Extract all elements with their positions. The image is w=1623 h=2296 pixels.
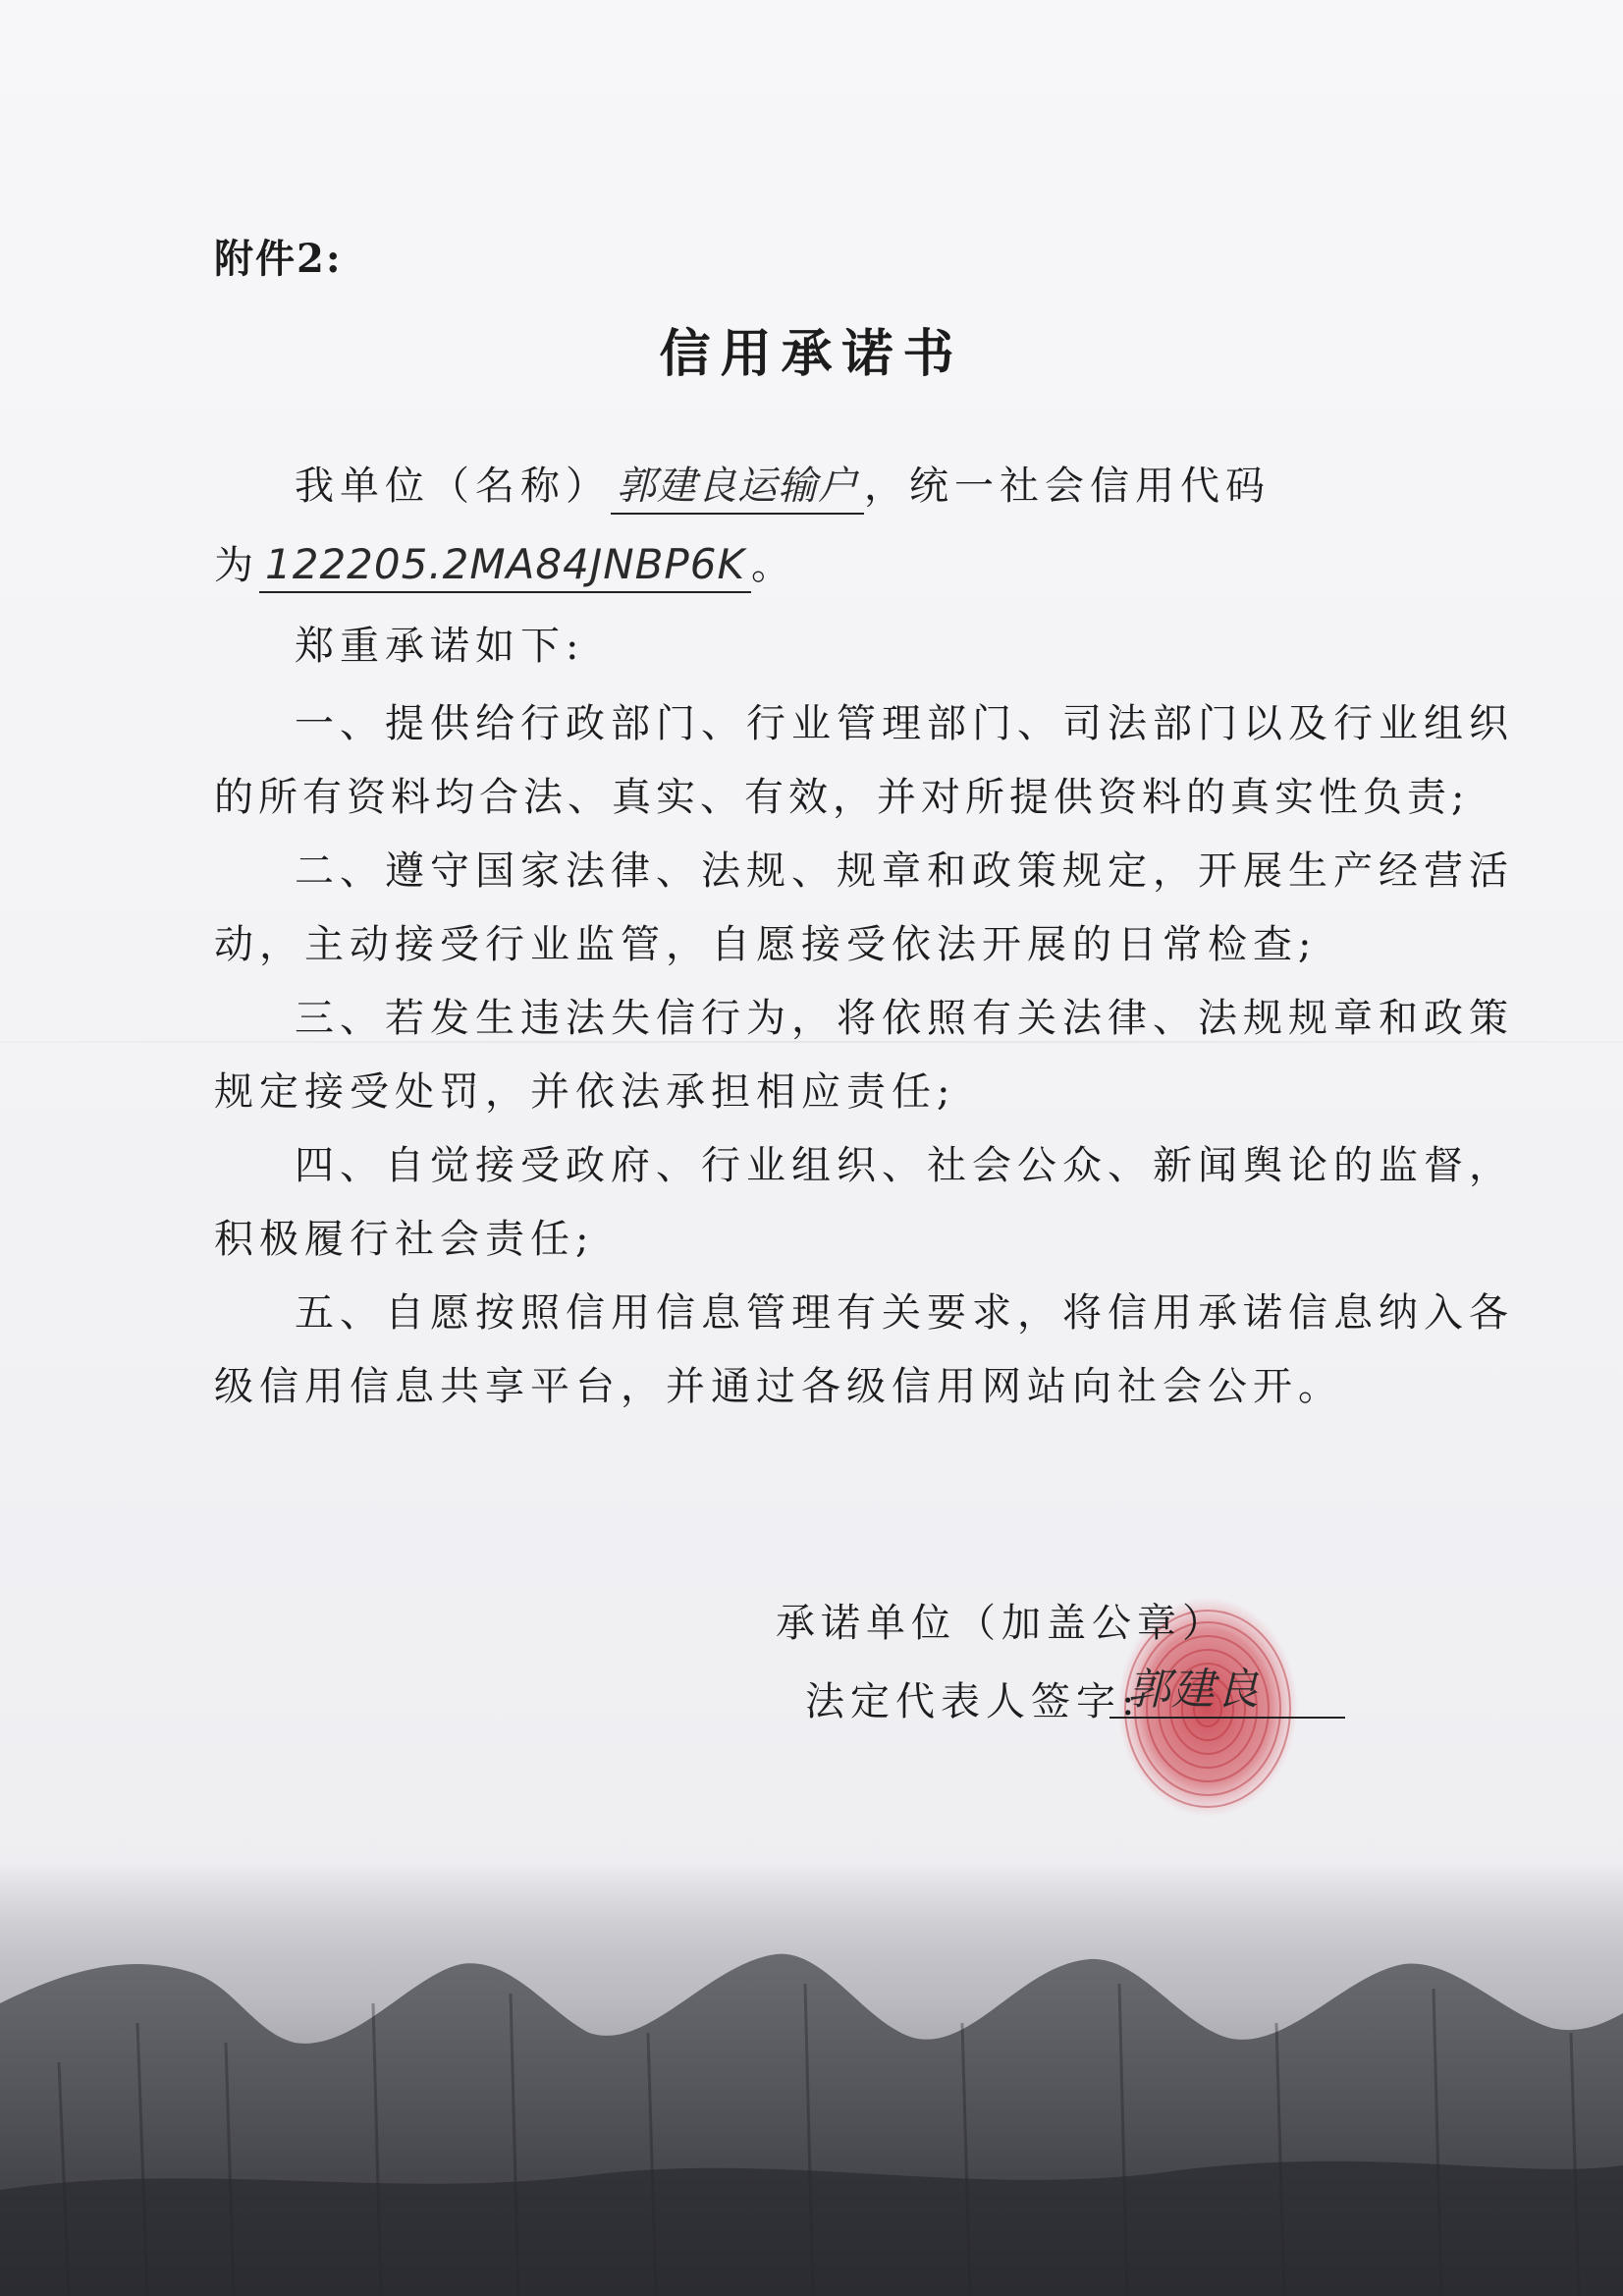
signature-underline bbox=[1109, 1717, 1345, 1719]
decorative-landscape-art bbox=[0, 1866, 1623, 2296]
commitment-item-2-line-1: 二、遵守国家法律、法规、规章和政策规定，开展生产经营活 bbox=[295, 848, 1514, 894]
intro-line-1 bbox=[295, 462, 1271, 515]
page-title: 信用承诺书 bbox=[659, 324, 964, 384]
commitment-item-3-line-1: 三、若发生违法失信行为，将依照有关法律、法规规章和政策 bbox=[295, 996, 1514, 1041]
credit-code-suffix: 。 bbox=[751, 543, 797, 588]
signature-unit-label: 承诺单位（加盖公章） bbox=[776, 1601, 1227, 1646]
credit-code-handwritten: 122205.2MA84JNBP6K bbox=[259, 540, 751, 593]
commitment-item-1-line-1: 一、提供给行政部门、行业管理部门、司法部门以及行业组织 bbox=[295, 701, 1514, 746]
commitment-item-1-line-2: 的所有资料均合法、真实、有效，并对所提供资料的真实性负责; bbox=[214, 775, 1470, 820]
commitment-item-5-line-1: 五、自愿按照信用信息管理有关要求，将信用承诺信息纳入各 bbox=[295, 1290, 1514, 1336]
intro-line-2 bbox=[214, 540, 796, 593]
unit-name-handwritten: 郭建良运输户 bbox=[611, 462, 864, 515]
commitment-item-5-line-2: 级信用信息共享平台，并通过各级信用网站向社会公开。 bbox=[214, 1364, 1343, 1409]
rep-signature-handwritten: 郭建良 bbox=[1127, 1665, 1260, 1715]
intro-prefix: 我单位（名称） bbox=[295, 464, 611, 509]
attachment-label: 附件2: bbox=[214, 236, 343, 282]
commitments-lead: 郑重承诺如下: bbox=[295, 624, 585, 669]
signature-rep-label: 法定代表人签字: bbox=[805, 1679, 1141, 1724]
commitment-item-4-line-1: 四、自觉接受政府、行业组织、社会公众、新闻舆论的监督， bbox=[295, 1143, 1514, 1188]
commitment-item-3-line-2: 规定接受处罚，并依法承担相应责任; bbox=[214, 1069, 956, 1115]
commitment-item-4-line-2: 积极履行社会责任; bbox=[214, 1217, 595, 1262]
intro-suffix: ，统一社会信用代码 bbox=[864, 464, 1271, 509]
commitment-item-2-line-2: 动，主动接受行业监管，自愿接受依法开展的日常检查; bbox=[214, 922, 1318, 967]
credit-code-prefix: 为 bbox=[214, 543, 259, 588]
